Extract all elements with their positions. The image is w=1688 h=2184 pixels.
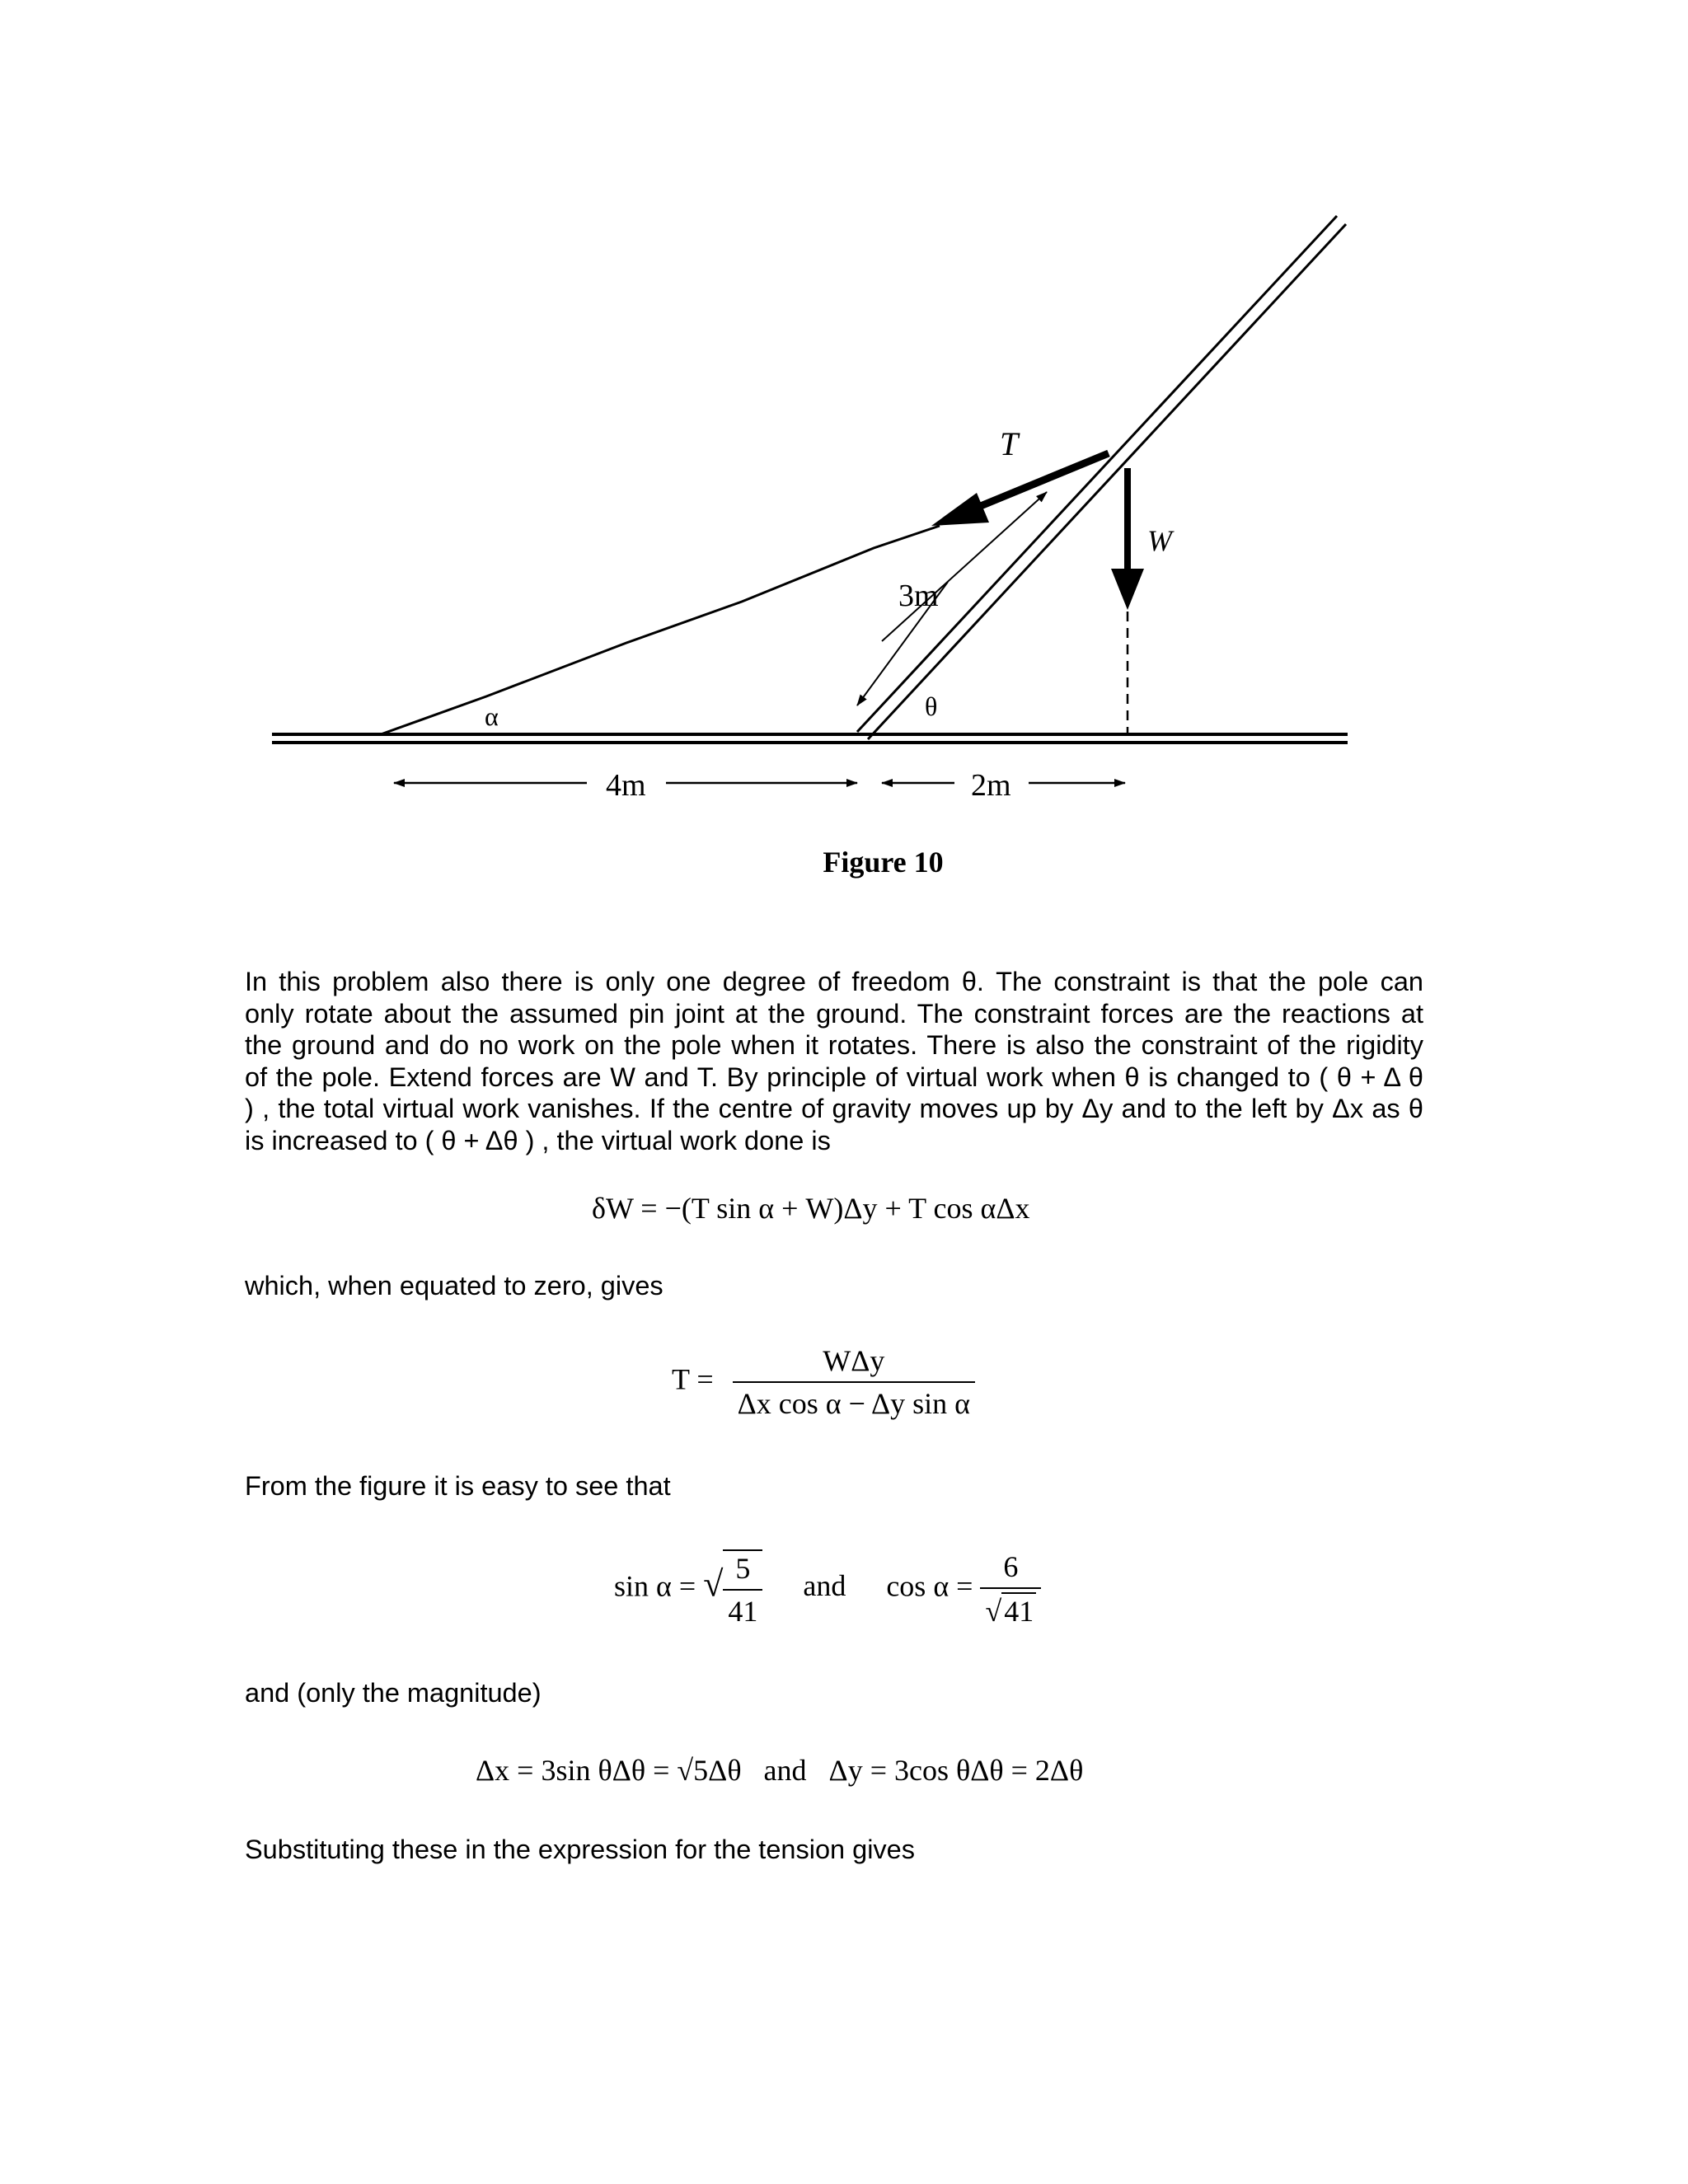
- tension-numerator: WΔy: [733, 1343, 975, 1383]
- sqrt-sign-icon: √: [703, 1563, 724, 1605]
- cos-fraction: [980, 1549, 1041, 1629]
- cos-numerator: 6: [980, 1549, 1041, 1589]
- weight-label: W: [1147, 524, 1172, 557]
- tension-denominator: Δx cos α − Δy sin α: [737, 1387, 970, 1420]
- sin-denominator: 41: [728, 1595, 758, 1628]
- cable-line: [381, 526, 940, 734]
- sin-lhs: sin α =: [614, 1569, 696, 1603]
- theta-label: θ: [925, 691, 938, 721]
- from-figure-text: From the figure it is easy to see that: [245, 1471, 671, 1501]
- sin-cos-equation: [614, 1549, 1041, 1629]
- cos-denominator: 41: [1001, 1592, 1036, 1629]
- figure-caption: Figure 10: [823, 846, 944, 879]
- tension-fraction: [733, 1343, 975, 1421]
- which-gives-text: which, when equated to zero, gives: [245, 1271, 663, 1301]
- paragraph-line: is increased to ( θ + Δθ ) , the virtual work done is: [245, 1125, 831, 1155]
- weight-arrow: [1111, 468, 1144, 610]
- cos-denominator-group: √41: [980, 1589, 1041, 1629]
- body-paragraph: [245, 966, 1423, 1156]
- paragraph-line: ) , the total virtual work vanishes. If the centre of gravity moves up by Δy and to the left by Δx as θ: [245, 1094, 1423, 1123]
- paragraph-line: only rotate about the assumed pin joint at the ground. The constraint forces are the reactions at: [245, 998, 1423, 1029]
- cos-lhs: cos α =: [886, 1569, 973, 1603]
- pole: [857, 216, 1346, 739]
- alpha-label: α: [485, 701, 499, 731]
- tension-equation: [672, 1343, 975, 1421]
- pole-length-label: 3m: [898, 579, 939, 613]
- tension-lhs: T =: [672, 1362, 714, 1396]
- pole-diagram: [0, 0, 1688, 907]
- and-word: and: [803, 1569, 846, 1603]
- sin-fraction: [723, 1549, 762, 1629]
- delta-equation: Δx = 3sin θΔθ = √5Δθ and Δy = 3cos θΔθ = 2Δθ: [476, 1754, 1084, 1787]
- paragraph-line: the ground and do no work on the pole when it rotates. There is also the constraint of the rigidity: [245, 1030, 1423, 1060]
- magnitude-text: and (only the magnitude): [245, 1678, 542, 1708]
- paragraph-line: of the pole. Extend forces are W and T. By principle of virtual work when θ is changed to ( θ + Δ θ: [245, 1062, 1423, 1092]
- virtual-work-equation: δW = −(T sin α + W)Δy + T cos αΔx: [592, 1192, 1030, 1225]
- substituting-text: Substituting these in the expression for the tension gives: [245, 1835, 915, 1864]
- right-distance-label: 2m: [971, 768, 1011, 803]
- sin-numerator: 5: [723, 1551, 762, 1591]
- tension-label: T: [1000, 425, 1019, 462]
- paragraph-line: In this problem also there is only one degree of freedom θ. The constraint is that the pole can: [245, 967, 1423, 996]
- left-distance-label: 4m: [606, 768, 646, 803]
- ground-line: [272, 734, 1348, 743]
